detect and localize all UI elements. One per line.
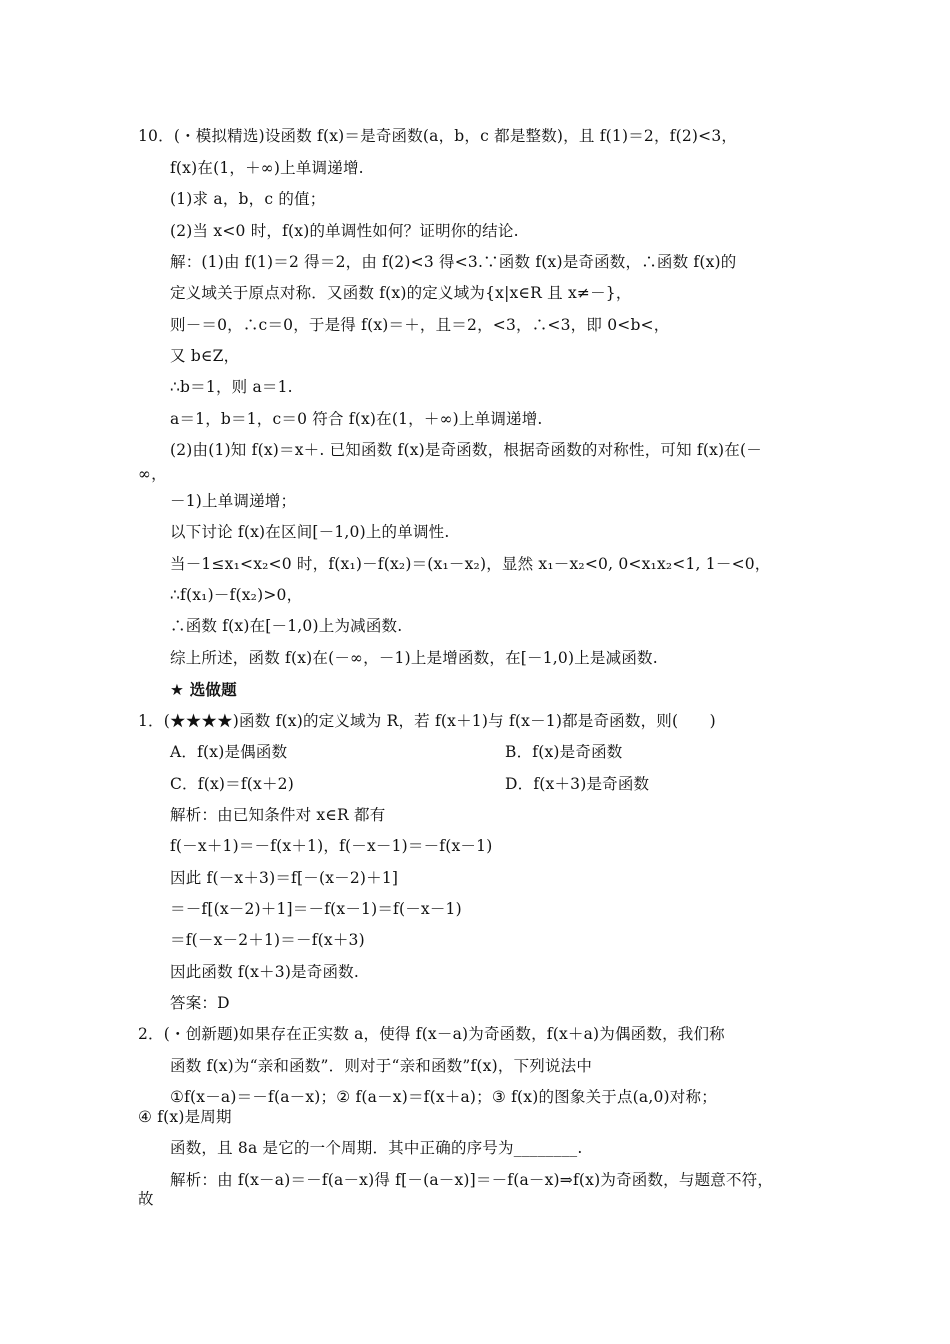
- solution-line: a＝1，b＝1，c＝0 符合 f(x)在(1，＋∞)上单调递增.: [170, 410, 543, 428]
- problem-10-part2: (2)当 x<0 时，f(x)的单调性如何？证明你的结论.: [170, 222, 519, 240]
- question-2-line: 函数 f(x)为“亲和函数”．则对于“亲和函数”f(x)，下列说法中: [170, 1057, 593, 1075]
- solution-line: 当－1≤x₁<x₂<0 时，f(x₁)－f(x₂)＝(x₁－x₂)，显然 x₁－x₂<0, 0<x₁x₂<1, 1－<0，: [170, 555, 771, 573]
- solution-line: 则－＝0，∴c＝0，于是得 f(x)＝＋，且＝2，<3，∴<3，即 0<b<，: [170, 316, 670, 334]
- question-2-line: ①f(x－a)＝－f(a－x)；② f(a－x)＝f(x＋a)；③ f(x)的图象关于点(a,0)对称；: [170, 1088, 717, 1106]
- question-2-stem: 2．(・创新题)如果存在正实数 a，使得 f(x－a)为奇函数，f(x＋a)为偶函数，我们称: [138, 1025, 725, 1043]
- solution-line: ＝f(－x－2＋1)＝－f(x＋3): [170, 931, 365, 949]
- problem-10-stem: 10．(・模拟精选)设函数 f(x)＝是奇函数(a，b，c 都是整数)，且 f(1)＝2，f(2)<3，: [138, 127, 738, 145]
- option-c: C．f(x)＝f(x＋2): [170, 775, 294, 793]
- solution-line: 解析：由已知条件对 x∈R 都有: [170, 806, 386, 824]
- solution-line: 解析：由 f(x－a)＝－f(a－x)得 f[－(a－x)]＝－f(a－x)⇒f(x)为奇函数，与题意不符，: [170, 1171, 774, 1189]
- solution-line: ∴b＝1，则 a＝1.: [170, 378, 293, 396]
- option-d: D．f(x＋3)是奇函数: [505, 775, 650, 793]
- question-2-line: ④ f(x)是周期: [138, 1108, 232, 1126]
- solution-line: －1)上单调递增；: [170, 492, 297, 510]
- solution-line: ∞，: [138, 465, 167, 483]
- solution-line: 综上所述，函数 f(x)在(－∞，－1)上是增函数，在[－1,0)上是减函数.: [170, 649, 658, 667]
- solution-line: 因此函数 f(x＋3)是奇函数.: [170, 963, 359, 981]
- solution-line: f(－x＋1)＝－f(x＋1)，f(－x－1)＝－f(x－1): [170, 837, 493, 855]
- section-title: ★ 选做题: [170, 681, 237, 699]
- problem-10-part1: (1)求 a，b，c 的值；: [170, 190, 326, 208]
- option-a: A．f(x)是偶函数: [170, 743, 288, 761]
- solution-line: ∴f(x₁)－f(x₂)>0，: [170, 586, 303, 604]
- solution-line: 以下讨论 f(x)在区间[－1,0)上的单调性.: [170, 523, 450, 541]
- option-b: B．f(x)是奇函数: [505, 743, 623, 761]
- question-2-line: 函数，且 8a 是它的一个周期．其中正确的序号为________.: [170, 1139, 583, 1157]
- solution-line: 又 b∈Z，: [170, 347, 240, 365]
- solution-line: 因此 f(－x＋3)＝f[－(x－2)＋1]: [170, 869, 399, 887]
- problem-10-line: f(x)在(1，＋∞)上单调递增.: [170, 159, 364, 177]
- solution-line: ＝－f[(x－2)＋1]＝－f(x－1)＝f(－x－1): [170, 900, 462, 918]
- solution-line: (2)由(1)知 f(x)＝x＋. 已知函数 f(x)是奇函数，根据奇函数的对称性，可知 f(x)在(－: [170, 441, 762, 459]
- solution-line: 解：(1)由 f(1)＝2 得＝2，由 f(2)<3 得<3.∵函数 f(x)是奇函数，∴函数 f(x)的: [170, 253, 737, 271]
- solution-line: 定义域关于原点对称．又函数 f(x)的定义域为{x|x∈R 且 x≠－}，: [170, 284, 632, 302]
- solution-line: ∴函数 f(x)在[－1,0)上为减函数.: [170, 617, 403, 635]
- answer-line: 答案：D: [170, 994, 230, 1012]
- question-1-stem: 1．(★★★★)函数 f(x)的定义域为 R，若 f(x＋1)与 f(x－1)都是奇函数，则( ): [138, 712, 716, 730]
- solution-line: 故: [138, 1190, 154, 1208]
